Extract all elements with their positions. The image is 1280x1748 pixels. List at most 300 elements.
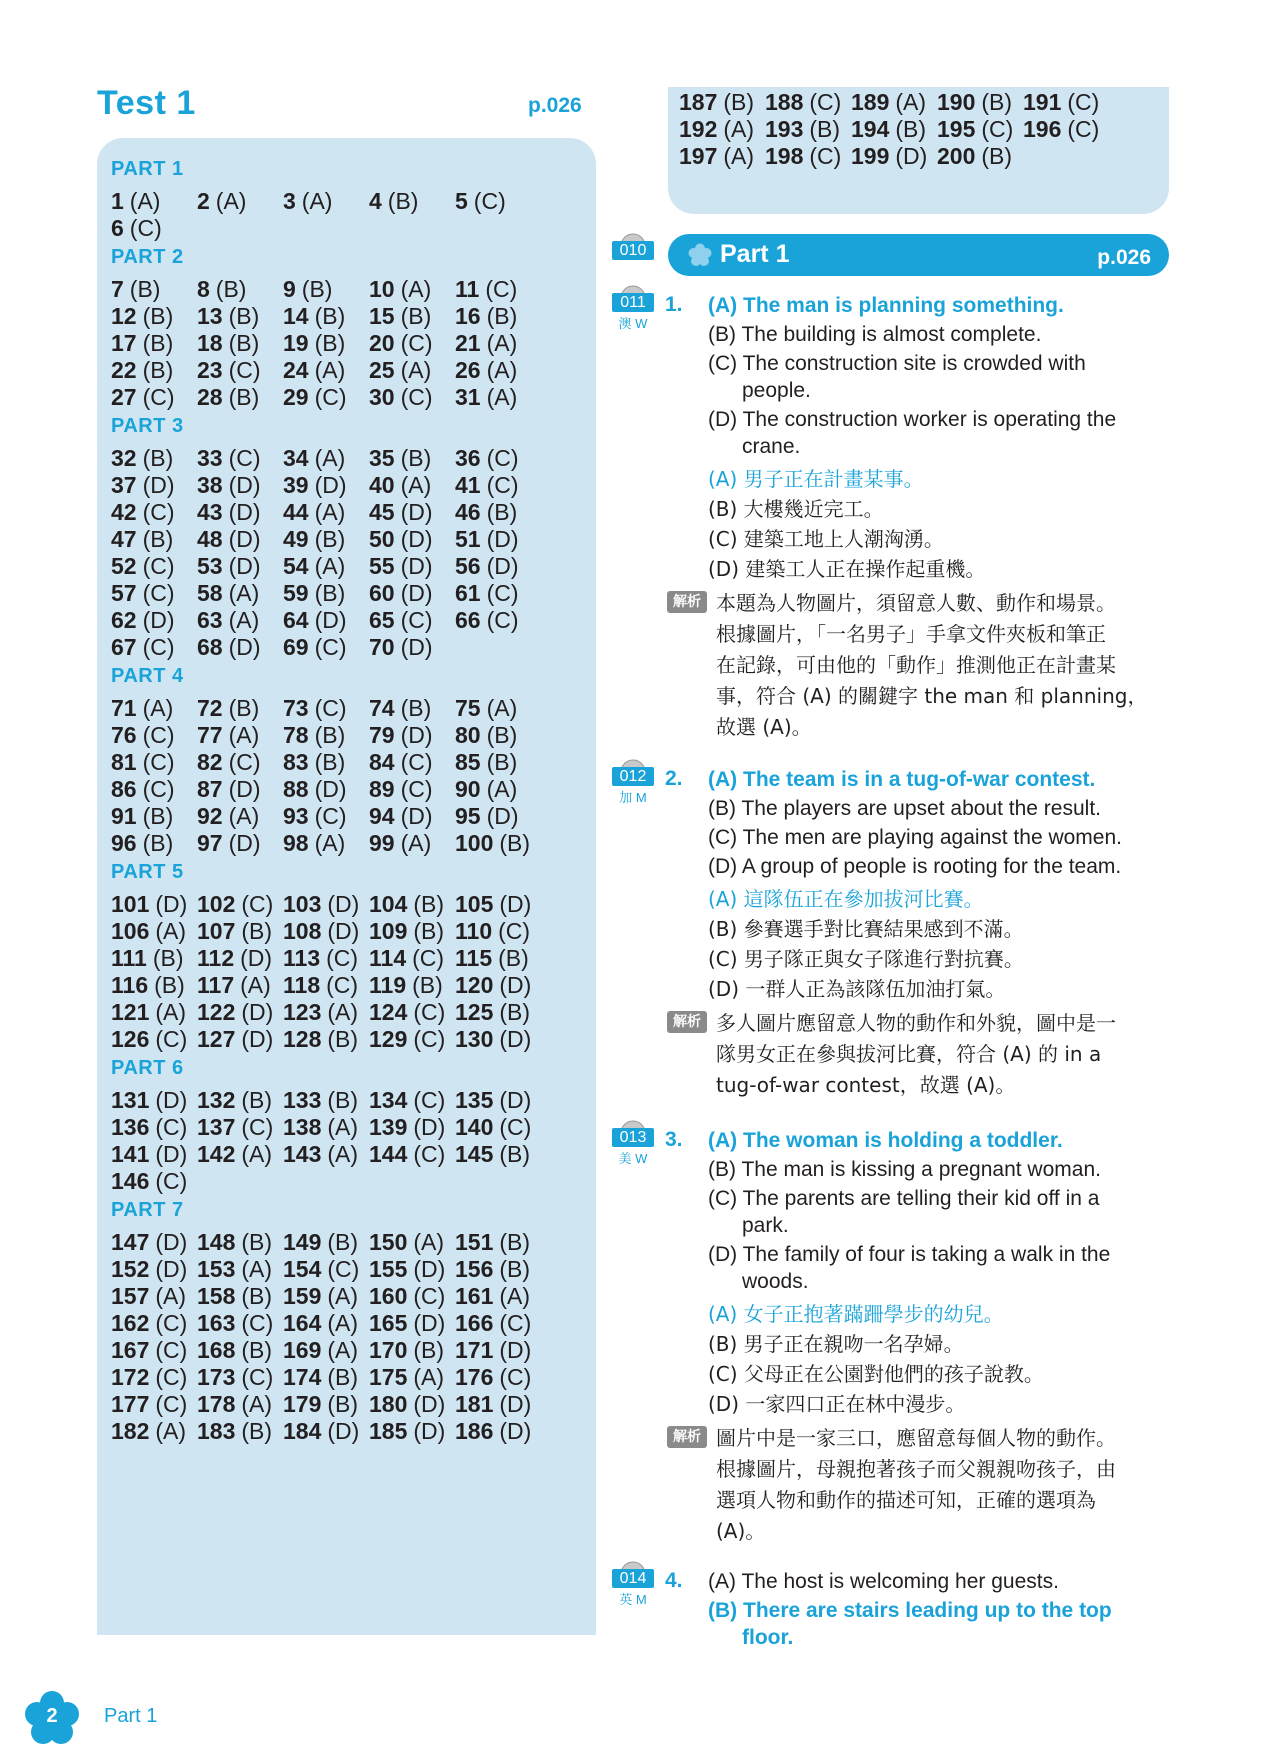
answer-letter: (C): [314, 384, 347, 410]
answer-key-item: [679, 143, 754, 170]
answer-letter: (B): [142, 303, 174, 329]
answer-letter: (B): [895, 116, 927, 142]
answer-key-item: [111, 972, 185, 999]
answer-letter: (C): [400, 749, 433, 775]
answer-key-item: [1023, 89, 1099, 116]
answer-key-item: [369, 1256, 445, 1283]
answer-key-item: [283, 499, 345, 526]
answer-key-item: [369, 553, 433, 580]
question-number: 28: [197, 384, 223, 410]
option-text-en: (B) The building is almost complete.: [708, 323, 1042, 346]
answer-key-item: [283, 999, 358, 1026]
answer-key-item: [111, 445, 173, 472]
question-number: 150: [369, 1229, 408, 1255]
answer-letter: (B): [413, 1337, 445, 1363]
question-number: 144: [369, 1141, 408, 1167]
question-number: 191: [1023, 89, 1062, 115]
question-number: 127: [197, 1026, 236, 1052]
answer-key-item: [111, 1087, 187, 1114]
question-number: 47: [111, 526, 137, 552]
answer-key-item: [455, 607, 519, 634]
answer-key-item: [111, 1114, 187, 1141]
question-number: 159: [283, 1283, 322, 1309]
answer-letter: (B): [142, 330, 174, 356]
answer-letter: (B): [486, 499, 518, 525]
answer-key-item: [369, 776, 433, 803]
answer-letter: (A): [314, 830, 346, 856]
question-number: 118: [283, 972, 321, 998]
test-page-ref: p.026: [528, 94, 582, 117]
answer-letter: (B): [129, 276, 161, 302]
answer-letter: (C): [981, 116, 1014, 142]
answer-letter: (B): [314, 330, 346, 356]
answer-letter: (A): [400, 276, 432, 302]
answer-key-item: [111, 384, 175, 411]
question-number: 105: [455, 891, 494, 917]
question-number: 52: [111, 553, 137, 579]
answer-key-item: [111, 330, 173, 357]
answer-letter: (D): [400, 722, 433, 748]
answer-letter: (A): [228, 607, 260, 633]
answer-letter: (B): [228, 695, 260, 721]
answer-key-item: [369, 972, 443, 999]
answer-key-item: [369, 830, 431, 857]
answer-letter: (D): [327, 918, 360, 944]
answer-key-item: [283, 607, 347, 634]
answer-letter: (D): [413, 1256, 446, 1282]
answer-key-part-label: PART 7: [111, 1199, 184, 1221]
question-number: 27: [111, 384, 137, 410]
answer-letter: (D): [314, 607, 347, 633]
answer-letter: (D): [228, 634, 261, 660]
option-text-en: (D) The family of four is taking a walk in the: [708, 1243, 1111, 1266]
answer-key-item: [197, 188, 246, 215]
answer-key-item: [197, 1310, 273, 1337]
answer-key-item: [455, 1310, 531, 1337]
answer-key-item: [111, 1391, 187, 1418]
answer-letter: (D): [499, 1418, 532, 1444]
answer-key-item: [455, 1087, 531, 1114]
answer-letter: (A): [327, 999, 359, 1025]
question-number: 184: [283, 1418, 322, 1444]
answer-key-item: [369, 1391, 445, 1418]
answer-key-item: [111, 1168, 187, 1195]
question-number: 137: [197, 1114, 236, 1140]
answer-key-item: [455, 830, 530, 857]
answer-key-item: [369, 303, 431, 330]
answer-key-item: [197, 918, 272, 945]
option-text-en: (A) The team is in a tug-of-war contest.: [708, 768, 1096, 791]
question-number: 169: [283, 1337, 322, 1363]
option-text-en: (B) The man is kissing a pregnant woman.: [708, 1158, 1101, 1181]
answer-letter: (C): [326, 945, 359, 971]
option-text-zh: (D) 一群人正為該隊伍加油打氣。: [708, 977, 1006, 1001]
question-number: 18: [197, 330, 223, 356]
answer-letter: (D): [400, 526, 433, 552]
answer-letter: (A): [327, 1310, 359, 1336]
answer-key-item: [283, 1087, 358, 1114]
answer-letter: (B): [499, 1141, 531, 1167]
answer-letter: (D): [400, 580, 433, 606]
answer-letter: (B): [228, 330, 260, 356]
answer-key-item: [283, 1026, 358, 1053]
question-number: 2.: [665, 767, 683, 790]
answer-letter: (C): [485, 276, 518, 302]
question-number: 36: [455, 445, 481, 471]
question-number: 157: [111, 1283, 150, 1309]
answer-key-item: [455, 918, 530, 945]
answer-letter: (B): [228, 384, 260, 410]
answer-key-item: [197, 891, 273, 918]
answer-letter: (B): [314, 303, 346, 329]
option-text-zh: (A) 女子正抱著蹣跚學步的幼兒。: [708, 1302, 1004, 1326]
answer-key-item: [197, 580, 259, 607]
answer-key-item: [455, 1026, 531, 1053]
question-number: 78: [283, 722, 309, 748]
question-number: 87: [197, 776, 223, 802]
answer-key-item: [111, 776, 175, 803]
option-text-en: floor.: [742, 1626, 794, 1649]
answer-key-item: [283, 830, 345, 857]
speaker-accent-label: 澳 W: [618, 316, 648, 331]
question-number: 60: [369, 580, 395, 606]
answer-letter: (B): [327, 1087, 359, 1113]
answer-letter: (C): [155, 1310, 188, 1336]
question-number: 62: [111, 607, 137, 633]
question-number: 71: [111, 695, 137, 721]
explanation-line: 根據圖片，「一名男子」手拿文件夾板和筆正: [716, 622, 1106, 646]
answer-key-item: [197, 384, 259, 411]
question-number: 1.: [665, 293, 683, 316]
answer-key-item: [197, 330, 259, 357]
option-text-zh: (C) 男子隊正與女子隊進行對抗賽。: [708, 947, 1024, 971]
answer-key-item: [455, 972, 531, 999]
question-number: 154: [283, 1256, 322, 1282]
answer-letter: (B): [241, 1283, 273, 1309]
section-title: Part 1: [720, 240, 790, 268]
question-number: 156: [455, 1256, 494, 1282]
question-number: 83: [283, 749, 309, 775]
answer-key-item: [111, 722, 175, 749]
question-number: 67: [111, 634, 137, 660]
answer-letter: (B): [400, 445, 432, 471]
answer-letter: (D): [895, 143, 928, 169]
question-number: 145: [455, 1141, 494, 1167]
question-number: 54: [283, 553, 309, 579]
answer-letter: (C): [142, 634, 175, 660]
answer-key-item: [369, 330, 433, 357]
answer-letter: (D): [155, 1141, 188, 1167]
answer-key-item: [111, 695, 173, 722]
answer-letter: (C): [473, 188, 506, 214]
answer-key-item: [111, 580, 175, 607]
question-number: 114: [369, 945, 407, 971]
answer-letter: (D): [413, 1310, 446, 1336]
question-number: 97: [197, 830, 223, 856]
question-number: 21: [455, 330, 481, 356]
answer-key-item: [197, 1391, 272, 1418]
question-number: 122: [197, 999, 236, 1025]
answer-key-item: [111, 1364, 187, 1391]
answer-key-item: [111, 634, 175, 661]
answer-letter: (B): [499, 1256, 531, 1282]
question-number: 120: [455, 972, 494, 998]
track-number: 010: [612, 241, 654, 260]
question-number: 13: [197, 303, 223, 329]
answer-key-item: [111, 1229, 187, 1256]
answer-key-item: [111, 1418, 186, 1445]
answer-letter: (C): [400, 330, 433, 356]
answer-letter: (A): [155, 1283, 187, 1309]
answer-key-item: [283, 891, 359, 918]
question-number: 152: [111, 1256, 150, 1282]
answer-letter: (D): [327, 891, 360, 917]
question-number: 147: [111, 1229, 150, 1255]
answer-key-item: [1023, 116, 1099, 143]
answer-letter: (D): [400, 553, 433, 579]
question-number: 42: [111, 499, 137, 525]
answer-key-item: [283, 722, 345, 749]
question-number: 136: [111, 1114, 150, 1140]
question-number: 35: [369, 445, 395, 471]
question-number: 59: [283, 580, 309, 606]
answer-letter: (A): [486, 330, 518, 356]
answer-key-item: [283, 526, 345, 553]
answer-key-item: [455, 384, 517, 411]
question-number: 3: [283, 188, 296, 214]
answer-letter: (B): [142, 803, 174, 829]
answer-key-item: [455, 891, 531, 918]
question-number: 176: [455, 1364, 494, 1390]
question-number: 64: [283, 607, 309, 633]
answer-letter: (D): [142, 472, 175, 498]
answer-key-item: [369, 749, 433, 776]
answer-letter: (B): [327, 1026, 359, 1052]
answer-letter: (C): [326, 972, 359, 998]
question-number: 44: [283, 499, 309, 525]
answer-key-item: [369, 276, 431, 303]
option-text-zh: (B) 男子正在親吻一名孕婦。: [708, 1332, 964, 1356]
question-number: 90: [455, 776, 481, 802]
answer-key-item: [369, 472, 431, 499]
answer-key-item: [369, 803, 433, 830]
question-number: 56: [455, 553, 481, 579]
answer-key-item: [111, 945, 184, 972]
question-number: 177: [111, 1391, 150, 1417]
question-number: 15: [369, 303, 395, 329]
answer-letter: (B): [142, 357, 174, 383]
question-number: 50: [369, 526, 395, 552]
answer-letter: (C): [155, 1337, 188, 1363]
answer-letter: (D): [155, 891, 188, 917]
answer-key-item: [369, 634, 433, 661]
question-number: 24: [283, 357, 309, 383]
question-number: 61: [455, 580, 481, 606]
answer-key-item: [369, 1337, 444, 1364]
option-text-en: (B) There are stairs leading up to the top: [708, 1599, 1112, 1622]
answer-letter: (B): [499, 830, 531, 856]
answer-key-item: [765, 89, 841, 116]
answer-key-item: [197, 1141, 272, 1168]
answer-letter: (B): [498, 945, 529, 971]
answer-key-item: [455, 945, 529, 972]
answer-key-item: [369, 384, 433, 411]
answer-letter: (A): [228, 580, 260, 606]
answer-key-item: [111, 1256, 187, 1283]
answer-letter: (D): [400, 803, 433, 829]
option-text-en: (A) The host is welcoming her guests.: [708, 1570, 1059, 1593]
answer-key-item: [111, 553, 175, 580]
question-number: 74: [369, 695, 395, 721]
answer-key-item: [455, 695, 517, 722]
question-number: 187: [679, 89, 718, 115]
answer-key-item: [765, 143, 841, 170]
answer-letter: (D): [155, 1256, 188, 1282]
answer-key-item: [455, 472, 519, 499]
answer-key-item: [937, 143, 1012, 170]
answer-letter: (C): [155, 1114, 188, 1140]
question-number: 161: [455, 1283, 494, 1309]
question-number: 124: [369, 999, 408, 1025]
answer-key-item: [283, 776, 347, 803]
answer-letter: (A): [228, 803, 260, 829]
question-number: 195: [937, 116, 976, 142]
answer-letter: (A): [327, 1114, 359, 1140]
question-number: 179: [283, 1391, 322, 1417]
answer-letter: (A): [486, 776, 518, 802]
answer-key-item: [455, 526, 519, 553]
answer-key-item: [455, 1114, 531, 1141]
answer-key-item: [455, 445, 519, 472]
question-number: 173: [197, 1364, 236, 1390]
answer-letter: (C): [129, 215, 162, 241]
answer-key-item: [283, 384, 347, 411]
question-number: 182: [111, 1418, 150, 1444]
question-number: 51: [455, 526, 481, 552]
answer-letter: (D): [499, 1026, 532, 1052]
question-number: 12: [111, 303, 137, 329]
answer-letter: (D): [228, 526, 261, 552]
answer-key-item: [111, 803, 173, 830]
answer-letter: (B): [142, 445, 174, 471]
answer-key-item: [197, 803, 259, 830]
question-number: 5: [455, 188, 468, 214]
answer-key-part-label: PART 2: [111, 246, 184, 268]
answer-letter: (D): [499, 891, 532, 917]
answer-key-item: [369, 1229, 444, 1256]
answer-key-item: [455, 999, 530, 1026]
answer-letter: (A): [129, 188, 161, 214]
answer-key-item: [283, 749, 345, 776]
question-number: 91: [111, 803, 137, 829]
answer-letter: (A): [142, 695, 174, 721]
question-number: 171: [455, 1337, 494, 1363]
answer-key-item: [369, 1364, 444, 1391]
answer-letter: (A): [155, 1418, 187, 1444]
explanation-line: 圖片中是一家三口，應留意每個人物的動作。: [716, 1426, 1116, 1450]
answer-letter: (B): [154, 972, 185, 998]
answer-letter: (A): [215, 188, 247, 214]
answer-letter: (D): [240, 945, 273, 971]
question-number: 9: [283, 276, 296, 302]
answer-letter: (B): [327, 1364, 359, 1390]
answer-letter: (D): [413, 1114, 446, 1140]
answer-key-item: [283, 1418, 359, 1445]
answer-letter: (C): [228, 357, 261, 383]
answer-letter: (B): [241, 1229, 273, 1255]
answer-letter: (D): [228, 472, 261, 498]
question-number: 151: [455, 1229, 494, 1255]
question-number: 104: [369, 891, 408, 917]
answer-letter: (D): [314, 472, 347, 498]
question-number: 80: [455, 722, 481, 748]
question-number: 79: [369, 722, 395, 748]
answer-key-item: [283, 1283, 358, 1310]
question-number: 92: [197, 803, 223, 829]
answer-letter: (A): [314, 445, 346, 471]
answer-key-item: [283, 1114, 358, 1141]
option-text-en: crane.: [742, 435, 801, 458]
answer-letter: (A): [499, 1283, 531, 1309]
question-number: 200: [937, 143, 976, 169]
answer-letter: (C): [809, 143, 842, 169]
answer-key-item: [197, 1283, 272, 1310]
question-number: 76: [111, 722, 137, 748]
answer-key-item: [111, 918, 186, 945]
answer-key-item: [369, 1283, 445, 1310]
answer-letter: (C): [413, 1141, 446, 1167]
question-number: 95: [455, 803, 481, 829]
answer-letter: (B): [314, 722, 346, 748]
question-number: 41: [455, 472, 481, 498]
answer-letter: (C): [228, 445, 261, 471]
question-number: 189: [851, 89, 890, 115]
answer-letter: (C): [486, 580, 519, 606]
answer-letter: (A): [400, 357, 432, 383]
question-number: 130: [455, 1026, 494, 1052]
track-number: 011: [612, 293, 654, 312]
question-number: 129: [369, 1026, 408, 1052]
answer-letter: (C): [412, 945, 445, 971]
answer-letter: (A): [486, 384, 518, 410]
flower-icon: [688, 243, 712, 267]
question-number: 110: [455, 918, 493, 944]
explanation-line: 本題為人物圖片，須留意人數、動作和場景。: [716, 591, 1116, 615]
explanation-line: 選項人物和動作的描述可知，正確的選項為: [716, 1488, 1096, 1512]
answer-key-item: [455, 776, 517, 803]
answer-key-item: [197, 999, 273, 1026]
question-number: 82: [197, 749, 223, 775]
answer-letter: (B): [241, 1087, 273, 1113]
answer-letter: (D): [228, 776, 261, 802]
question-number: 39: [283, 472, 309, 498]
explanation-tag: 解析: [667, 1011, 707, 1033]
explanation-tag: 解析: [667, 591, 707, 613]
answer-key-part-label: PART 6: [111, 1057, 184, 1079]
answer-letter: (C): [155, 1364, 188, 1390]
answer-key-item: [369, 607, 433, 634]
answer-key-item: [455, 1283, 530, 1310]
question-number: 199: [851, 143, 890, 169]
answer-letter: (C): [413, 1087, 446, 1113]
answer-key-item: [369, 580, 433, 607]
answer-key-item: [283, 803, 347, 830]
answer-letter: (C): [400, 384, 433, 410]
explanation-line: 根據圖片，母親抱著孩子而父親親吻孩子，由: [716, 1457, 1116, 1481]
question-number: 158: [197, 1283, 236, 1309]
answer-letter: (B): [413, 891, 445, 917]
answer-letter: (C): [809, 89, 842, 115]
